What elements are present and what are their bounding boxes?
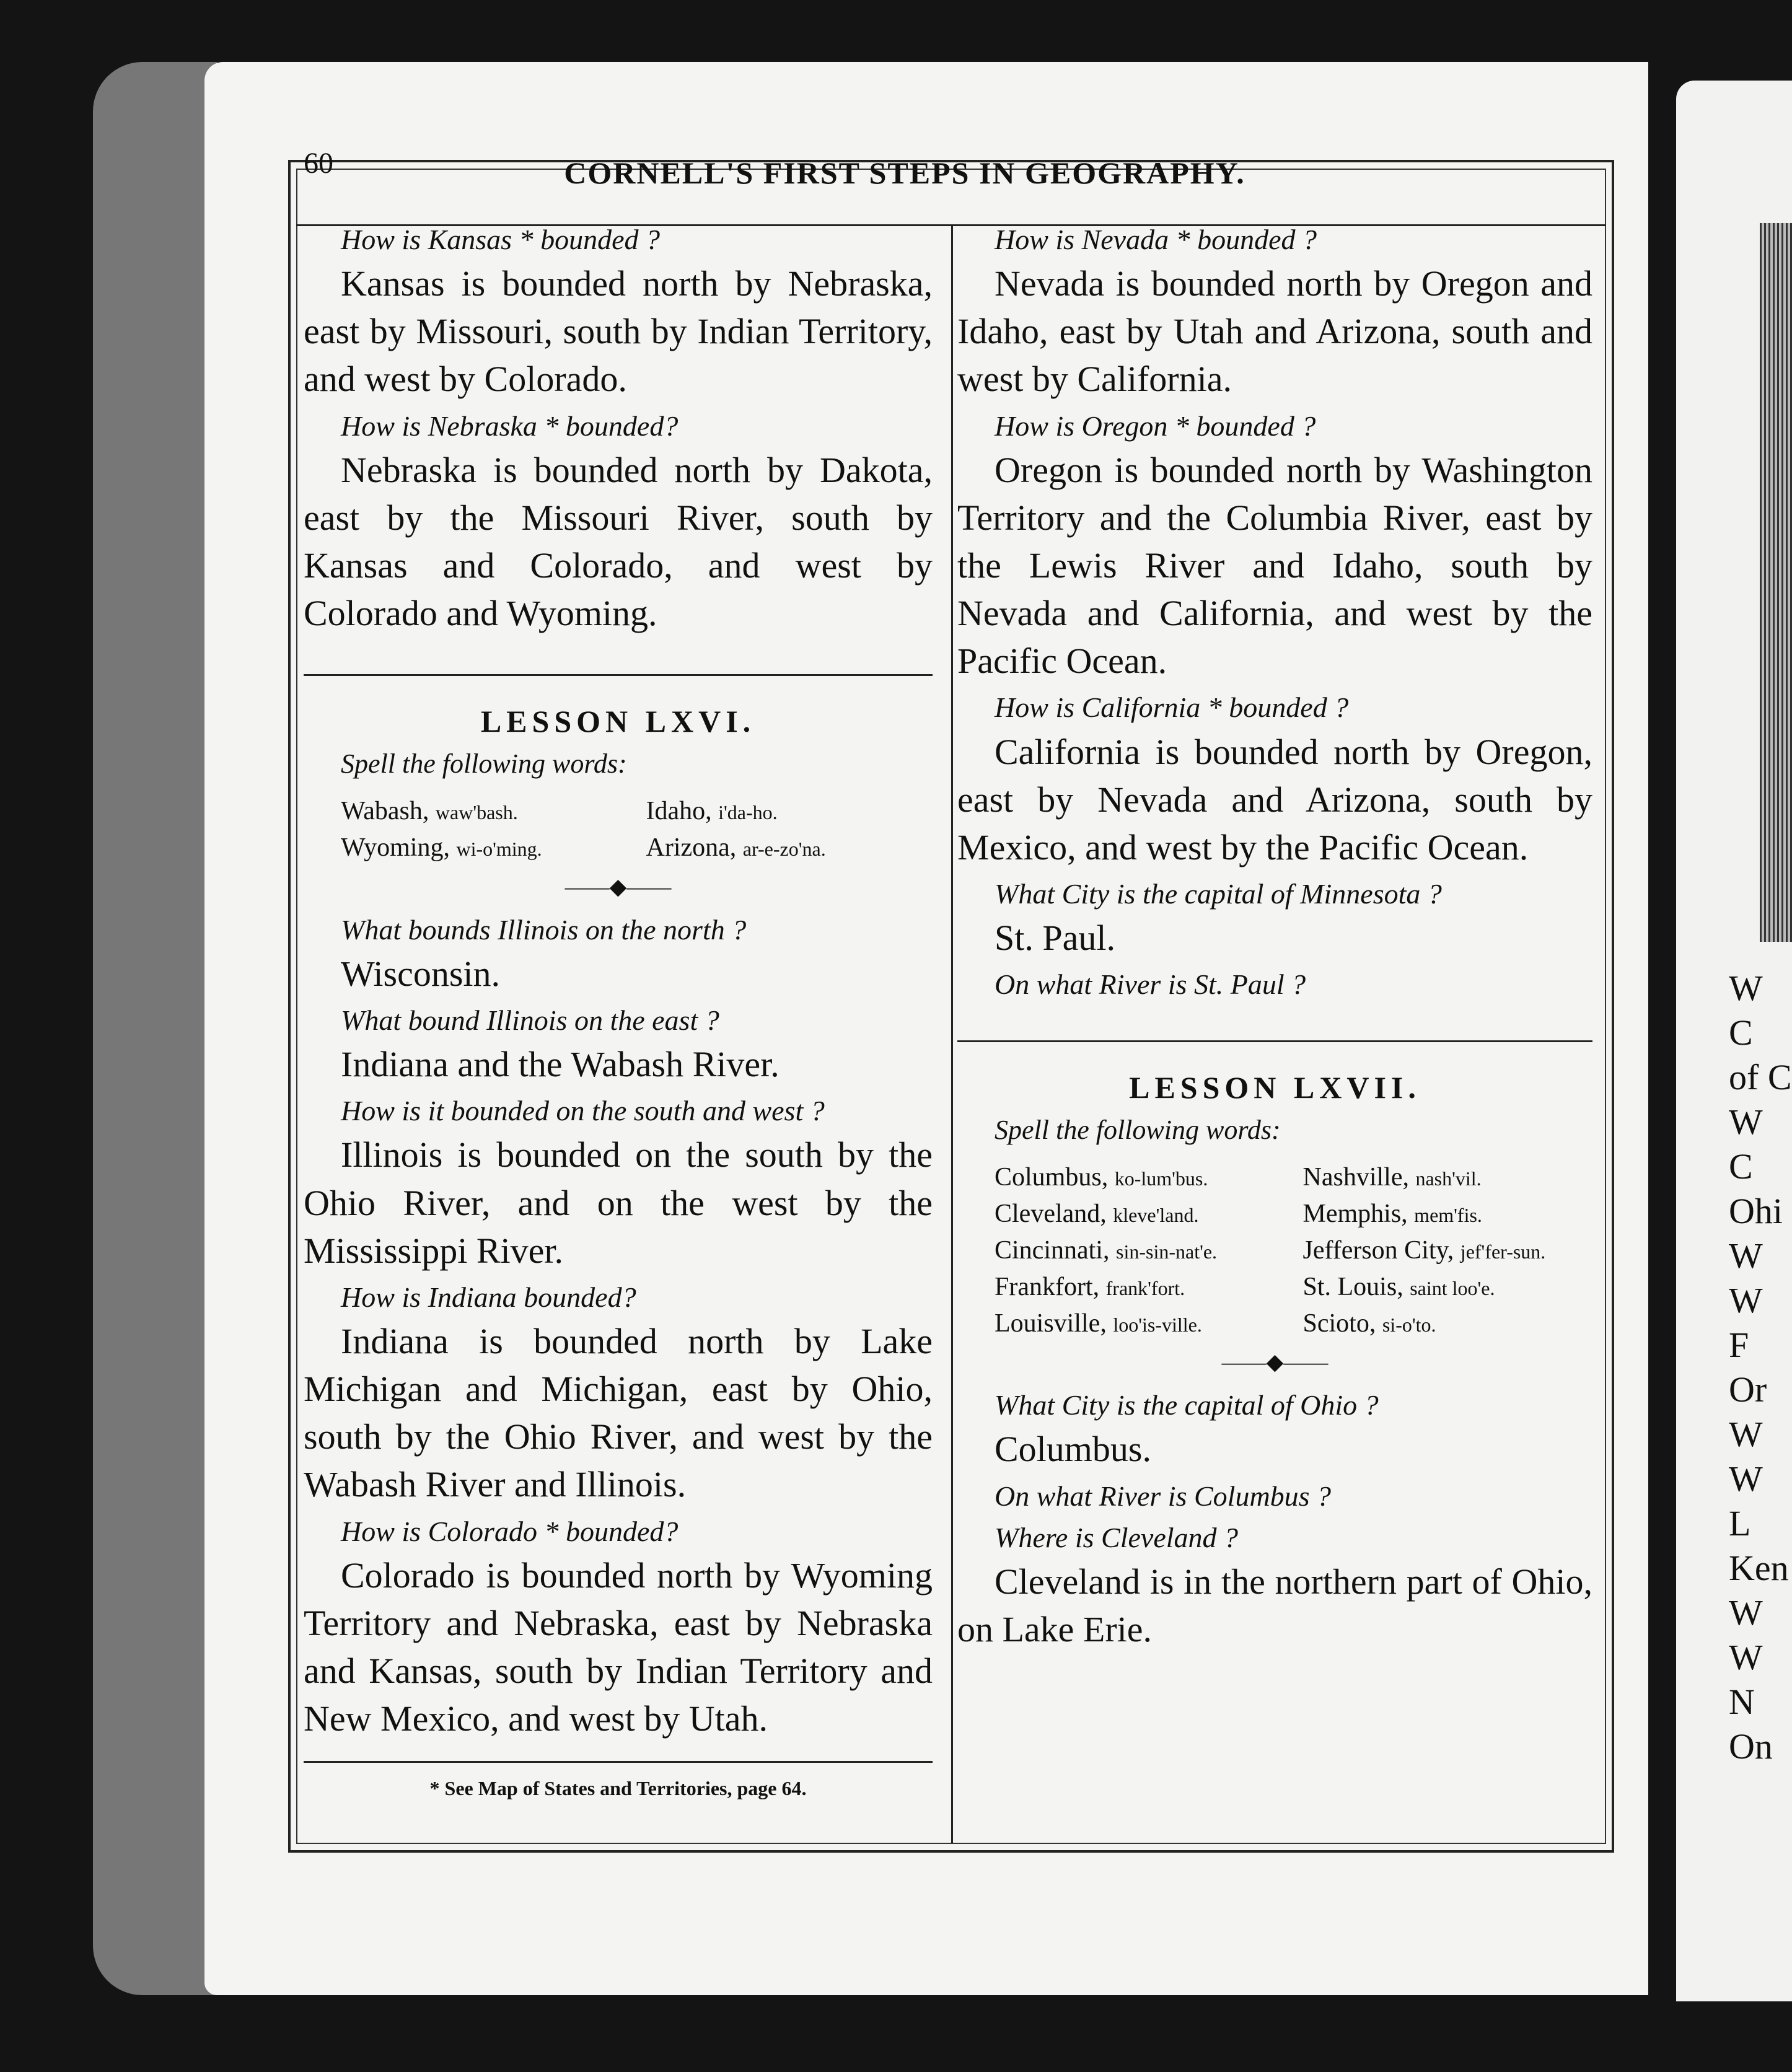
question: How is California * bounded ? <box>995 691 1349 724</box>
answer: Nebraska is bounded north by Dakota, east by the Missouri River, south by Kansas and Colorado, and west by Colorado and Wyoming. <box>304 449 933 634</box>
ornament: ——◆—— <box>1221 1350 1329 1375</box>
spelling-word <box>341 793 628 830</box>
facing-fragment: C <box>1729 1012 1753 1053</box>
spelling-word <box>646 830 933 866</box>
facing-fragment: W <box>1729 1236 1763 1276</box>
section-rule <box>957 1040 1592 1042</box>
left-column <box>304 217 933 1802</box>
right-column <box>957 217 1592 1653</box>
word: Columbus, <box>995 1163 1109 1192</box>
spelling-word <box>995 1269 1285 1306</box>
answer: Indiana and the Wabash River. <box>341 1044 780 1085</box>
pronunciation: si-o'to. <box>1382 1313 1436 1336</box>
answer: Cleveland is in the northern part of Ohio, on Lake Erie. <box>957 1561 1592 1649</box>
facing-fragment: W <box>1729 1459 1763 1499</box>
footnote: * See Map of States and Territories, page 64. <box>429 1777 807 1800</box>
spell-label: Spell the following words: <box>341 748 627 779</box>
column-divider <box>951 226 953 1843</box>
lesson-title: LESSON LXVI. <box>480 704 756 739</box>
facing-fragment: N <box>1729 1682 1755 1722</box>
spelling-word <box>995 1196 1285 1232</box>
page-number: 60 <box>304 147 333 180</box>
question: On what River is St. Paul ? <box>995 968 1306 1001</box>
facing-fragment: W <box>1729 1592 1763 1633</box>
spelling-words <box>957 1159 1592 1341</box>
question: Where is Cleveland ? <box>995 1521 1239 1553</box>
answer: Kansas is bounded north by Nebraska, east by Missouri, south by Indian Territory, and west by Colorado. <box>304 263 933 400</box>
answer: Illinois is bounded on the south by the Ohio River, and on the west by the Mississippi River. <box>304 1135 933 1271</box>
question: What City is the capital of Minnesota ? <box>995 877 1442 910</box>
facing-fragment: L <box>1729 1503 1751 1543</box>
answer: Nevada is bounded north by Oregon and Idaho, east by Utah and Arizona, south and west by California. <box>957 263 1592 400</box>
question: How is Colorado * bounded? <box>341 1515 679 1547</box>
spelling-word <box>646 793 933 830</box>
question: How is it bounded on the south and west ? <box>341 1095 825 1127</box>
pronunciation: ko-lum'bus. <box>1114 1167 1208 1190</box>
facing-fragment: W <box>1729 1414 1763 1454</box>
question: How is Nevada * bounded ? <box>995 224 1317 255</box>
word: Arizona, <box>646 833 737 863</box>
facing-fragment: F <box>1729 1325 1749 1365</box>
facing-fragment: Or <box>1729 1369 1767 1410</box>
facing-fragment: W <box>1729 1637 1763 1677</box>
pronunciation: mem'fis. <box>1414 1204 1482 1227</box>
facing-fragment: of C <box>1729 1057 1792 1097</box>
facing-fragment: On <box>1729 1726 1773 1767</box>
pronunciation: frank'fort. <box>1105 1276 1185 1299</box>
question: How is Kansas * bounded ? <box>341 224 660 255</box>
spelling-word <box>1303 1269 1593 1306</box>
word: Scioto, <box>1302 1309 1376 1338</box>
word: Memphis, <box>1302 1200 1408 1229</box>
running-head: CORNELL'S FIRST STEPS IN GEOGRAPHY. <box>564 156 1245 190</box>
pronunciation: sin-sin-nat'e. <box>1115 1240 1218 1263</box>
facing-fragment: W <box>1729 1280 1763 1320</box>
word: Wabash, <box>341 797 429 826</box>
word: Wyoming, <box>341 833 450 863</box>
pronunciation: ar-e-zo'na. <box>742 838 826 861</box>
pronunciation: i'da-ho. <box>718 801 778 824</box>
pronunciation: wi-o'ming. <box>456 838 542 861</box>
pronunciation: waw'bash. <box>435 801 518 824</box>
spelling-word <box>1303 1306 1593 1342</box>
facing-fragment: Ohi <box>1729 1191 1783 1231</box>
word: Cincinnati, <box>995 1236 1110 1265</box>
spelling-word <box>995 1159 1285 1196</box>
spelling-word <box>341 830 628 866</box>
spelling-word <box>995 1232 1285 1269</box>
facing-fragment: Ken <box>1729 1548 1789 1588</box>
word: Louisville, <box>995 1309 1107 1338</box>
pronunciation: kleve'land. <box>1113 1204 1199 1227</box>
answer: Colorado is bounded north by Wyoming Territory and Nebraska, east by Nebraska and Kansas, south by Indian Territory and New Mexico, and west by Utah. <box>304 1555 933 1739</box>
word: Cleveland, <box>995 1200 1107 1229</box>
section-rule <box>304 674 933 676</box>
facing-fragment: C <box>1729 1146 1753 1187</box>
word: Frankfort, <box>995 1272 1100 1301</box>
spell-label: Spell the following words: <box>995 1114 1281 1145</box>
spelling-word <box>1303 1159 1593 1196</box>
page-edge <box>93 62 217 1995</box>
answer: California is bounded north by Oregon, east by Nevada and Arizona, south by Mexico, and west by the Pacific Ocean. <box>957 731 1592 867</box>
word: Idaho, <box>646 797 712 826</box>
answer: Oregon is bounded north by Washington Territory and the Columbia River, east by the Lewis River and Idaho, south by Nevada and California, and west by the Pacific Ocean. <box>957 449 1592 682</box>
word: Nashville, <box>1302 1163 1409 1192</box>
question: How is Nebraska * bounded? <box>341 410 679 442</box>
spelling-word <box>1303 1196 1593 1232</box>
pronunciation: jef'fer-sun. <box>1460 1240 1546 1263</box>
spelling-word <box>995 1306 1285 1342</box>
ornament: ——◆—— <box>564 874 672 899</box>
facing-fragment: W <box>1729 1102 1763 1142</box>
question: What bound Illinois on the east ? <box>341 1004 719 1036</box>
answer: St. Paul. <box>995 918 1115 959</box>
question: What City is the capital of Ohio ? <box>995 1389 1379 1421</box>
word: St. Louis, <box>1302 1272 1403 1301</box>
facing-page-text <box>1729 967 1792 1770</box>
question: How is Indiana bounded? <box>341 1281 636 1313</box>
facing-page-engraving <box>1760 223 1792 942</box>
pronunciation: saint loo'e. <box>1410 1276 1495 1299</box>
question: How is Oregon * bounded ? <box>995 410 1316 442</box>
answer: Indiana is bounded north by Lake Michigan and Michigan, east by Ohio, south by the Ohio River, and west by the Wabash River and Illinois. <box>304 1321 933 1505</box>
spelling-words <box>304 793 933 866</box>
pronunciation: loo'is-ville. <box>1113 1313 1202 1336</box>
footnote-rule <box>304 1761 933 1763</box>
question: On what River is Columbus ? <box>995 1480 1332 1512</box>
answer: Columbus. <box>995 1429 1151 1470</box>
facing-fragment: W <box>1729 968 1763 1008</box>
lesson-title: LESSON LXVII. <box>1129 1070 1421 1105</box>
question: What bounds Illinois on the north ? <box>341 913 747 946</box>
answer: Wisconsin. <box>341 953 501 994</box>
spelling-word <box>1303 1232 1593 1269</box>
pronunciation: nash'vil. <box>1415 1167 1482 1190</box>
word: Jefferson City, <box>1302 1236 1454 1265</box>
